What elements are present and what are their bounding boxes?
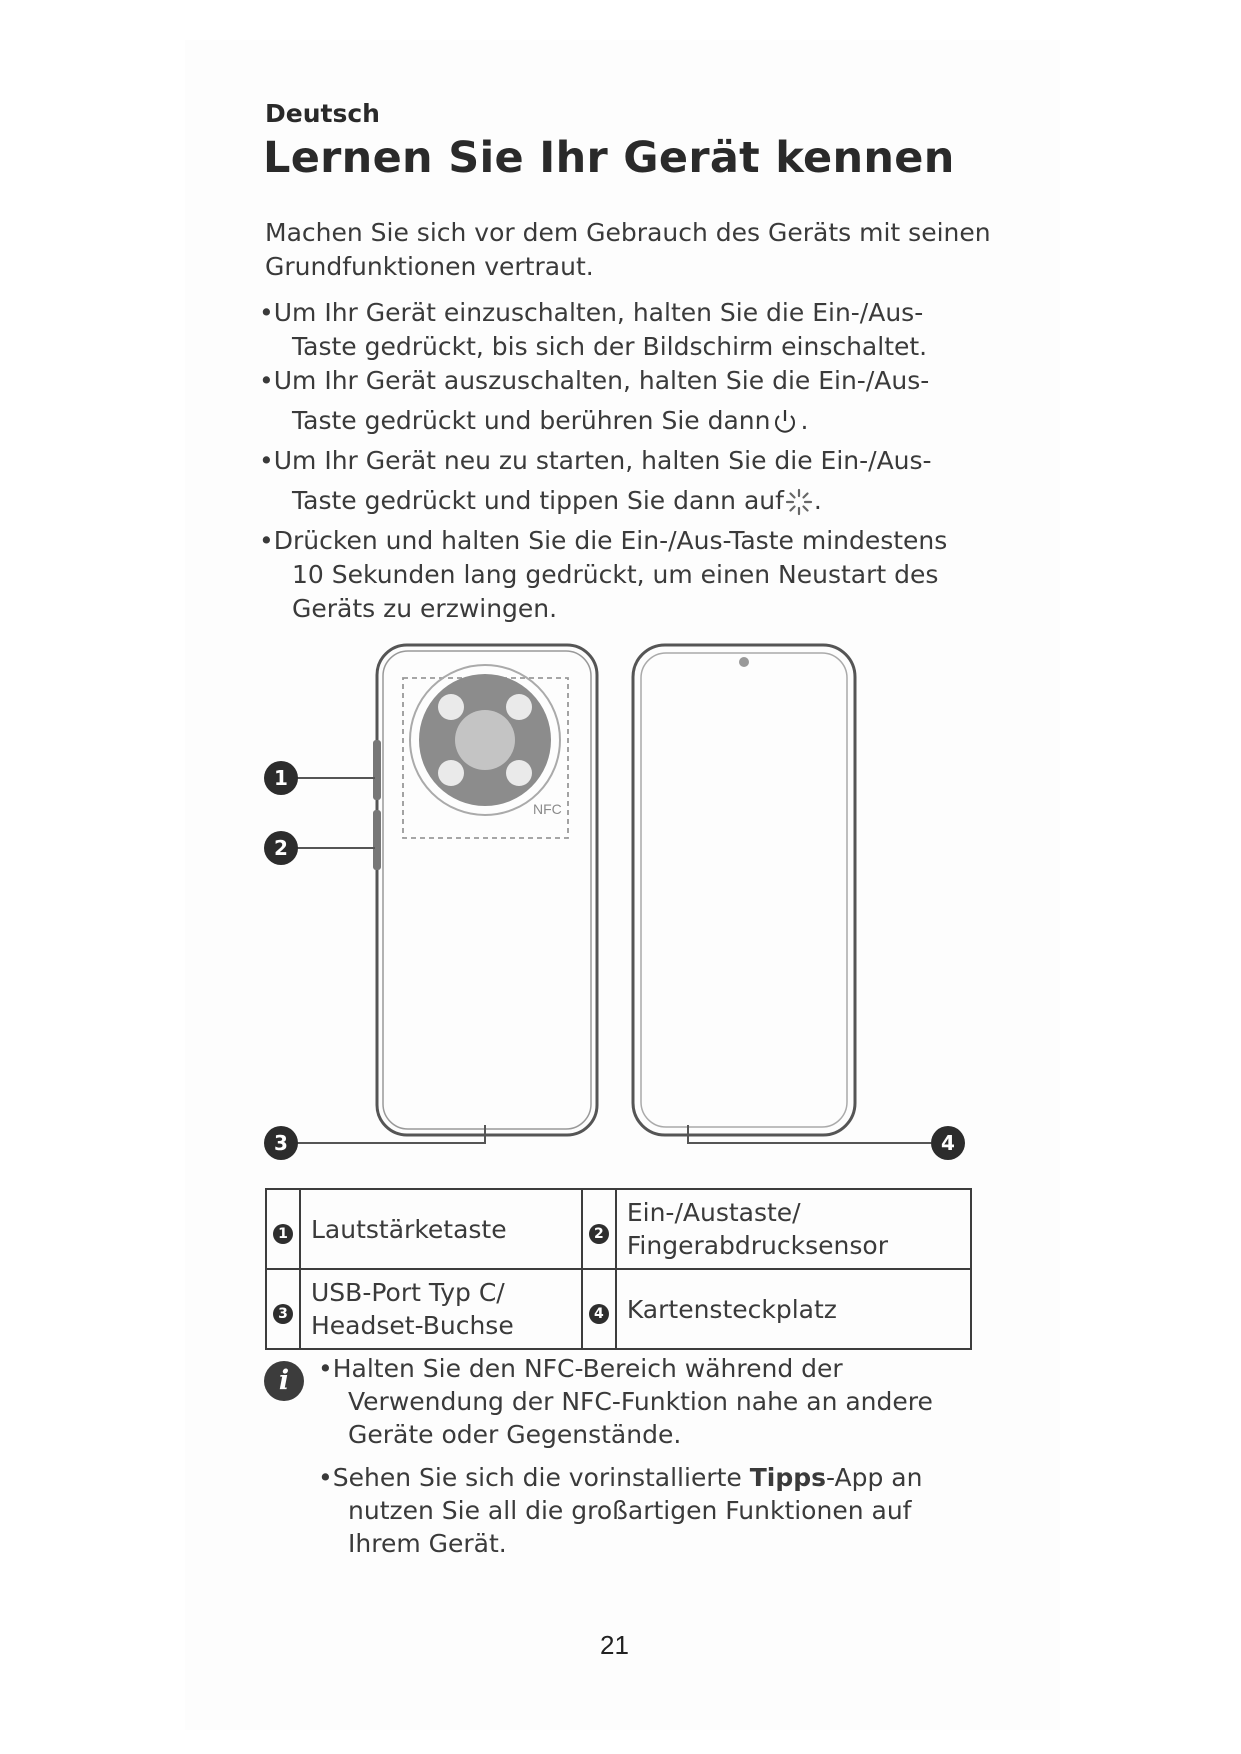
camera-lens — [506, 694, 532, 720]
instruction-item — [259, 524, 1025, 626]
callout-3 — [264, 1126, 298, 1160]
note-text: -App an — [826, 1463, 923, 1492]
instruction-item — [259, 444, 1025, 524]
instruction-item — [259, 296, 1025, 364]
table-row — [266, 1269, 971, 1349]
note-line: nutzen Sie all die großartigen Funktionen auf — [348, 1496, 912, 1525]
instruction-line: Taste gedrückt, bis sich der Bildschirm einschaltet. — [292, 332, 928, 361]
note-line: Geräte oder Gegenstände. — [348, 1420, 682, 1449]
instruction-line: •Um Ihr Gerät auszuschalten, halten Sie die Ein-/Aus- — [259, 366, 930, 395]
legend-text-cell — [300, 1269, 582, 1349]
restart-icon — [784, 487, 814, 517]
tipps-app-name: Tipps — [749, 1463, 827, 1492]
instruction-item — [259, 364, 1025, 444]
legend-number-cell — [266, 1269, 300, 1349]
legend-number: 1 — [273, 1224, 293, 1244]
legend-number: 4 — [589, 1304, 609, 1324]
callout-4 — [931, 1126, 965, 1160]
legend-label: Headset-Buchse — [311, 1311, 514, 1340]
legend-number-cell — [582, 1269, 616, 1349]
info-icon: i — [264, 1361, 304, 1401]
callout-2 — [264, 831, 298, 865]
legend-number-cell — [266, 1189, 300, 1269]
page-number: 21 — [600, 1630, 629, 1660]
legend-label: Lautstärketaste — [311, 1214, 507, 1244]
callout-number: 2 — [274, 836, 288, 860]
instruction-line: Geräts zu erzwingen. — [292, 594, 558, 623]
instruction-text: Taste gedrückt und tippen Sie dann auf — [292, 486, 784, 515]
instruction-list — [259, 296, 1025, 626]
instruction-line-with-icon — [265, 478, 1025, 524]
legend-text-cell — [616, 1269, 971, 1349]
instruction-line: •Um Ihr Gerät neu zu starten, halten Sie die Ein-/Aus- — [259, 446, 932, 475]
camera-lens — [506, 760, 532, 786]
note-text: •Sehen Sie sich die vorinstallierte — [318, 1463, 750, 1492]
callout-number: 4 — [941, 1131, 955, 1155]
table-row — [266, 1189, 971, 1269]
legend-text-cell — [616, 1189, 971, 1269]
page-title: Lernen Sie Ihr Gerät kennen — [263, 133, 955, 183]
callout-number: 1 — [274, 766, 288, 790]
power-key — [373, 810, 381, 870]
note-line: Ihrem Gerät. — [348, 1529, 507, 1558]
legend-number-cell — [582, 1189, 616, 1269]
front-camera — [739, 657, 749, 667]
intro-line-2: Grundfunktionen vertraut. — [265, 252, 594, 281]
notes-list — [318, 1352, 1018, 1570]
phone-back-illustration — [373, 645, 597, 1135]
volume-key — [373, 740, 381, 800]
intro-line-1: Machen Sie sich vor dem Gebrauch des Geräts mit seinen — [265, 218, 991, 247]
legend-number: 3 — [273, 1304, 293, 1324]
power-icon — [770, 407, 800, 437]
note-item — [318, 1461, 1018, 1560]
legend-label: Fingerabdrucksensor — [626, 1231, 888, 1260]
legend-text-cell — [300, 1189, 582, 1269]
camera-lens — [438, 694, 464, 720]
device-diagram — [255, 640, 975, 1180]
instruction-text: Taste gedrückt und berühren Sie dann — [292, 406, 771, 435]
callout-number: 3 — [274, 1131, 288, 1155]
callout-1 — [264, 761, 298, 795]
note-item — [318, 1352, 1018, 1451]
legend-table — [265, 1188, 972, 1350]
note-line: Verwendung der NFC-Funktion nahe an andere — [348, 1387, 933, 1416]
legend-label: Ein-/Austaste/ — [626, 1198, 801, 1227]
instruction-end: . — [813, 486, 822, 515]
note-line: •Halten Sie den NFC-Bereich während der — [318, 1354, 843, 1383]
intro-paragraph — [265, 216, 1025, 284]
instruction-line: 10 Sekunden lang gedrückt, um einen Neustart des — [292, 560, 939, 589]
camera-lens — [455, 710, 515, 770]
instruction-line: •Drücken und halten Sie die Ein-/Aus-Taste mindestens — [259, 526, 948, 555]
instruction-line-with-icon — [265, 398, 1025, 444]
note-line — [318, 1463, 922, 1492]
legend-label: Kartensteckplatz — [626, 1294, 837, 1324]
nfc-label: NFC — [533, 801, 562, 817]
instruction-end: . — [800, 406, 809, 435]
instruction-line: •Um Ihr Gerät einzuschalten, halten Sie die Ein-/Aus- — [259, 298, 924, 327]
language-label: Deutsch — [265, 99, 380, 128]
legend-label: USB-Port Typ C/ — [311, 1278, 505, 1307]
camera-lens — [438, 760, 464, 786]
phone-front-illustration — [633, 645, 855, 1135]
legend-number: 2 — [589, 1224, 609, 1244]
